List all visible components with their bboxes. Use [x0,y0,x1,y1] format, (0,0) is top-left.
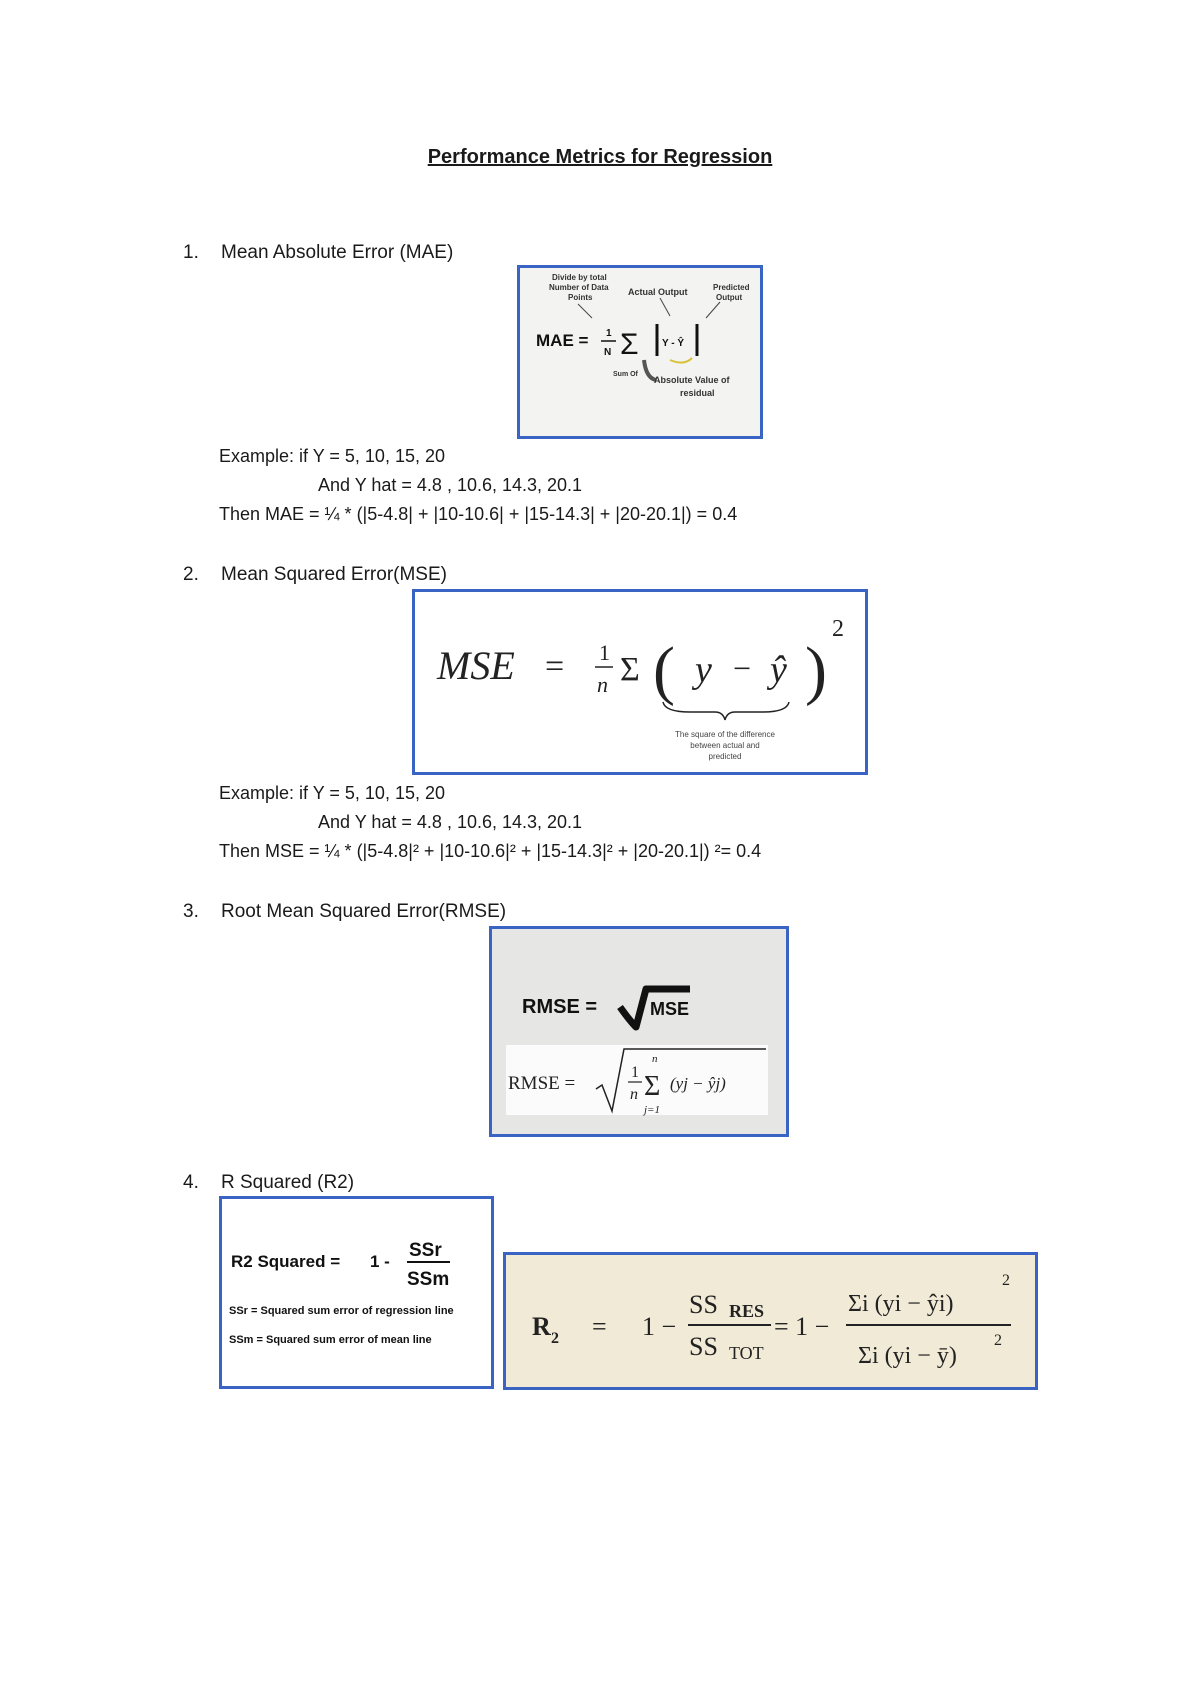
mae-example-line-2: And Y hat = 4.8 , 10.6, 14.3, 20.1 [318,475,583,495]
predicted-label-1: Predicted [713,283,750,292]
r2-ss-res: SS [689,1290,718,1319]
abs-value-label-1: Absolute Value of [654,375,730,385]
section-heading-r2 [183,1172,683,1198]
r2-num-power: 2 [1002,1272,1010,1289]
r2-def-ssm: SSm = Squared sum error of mean line [229,1334,432,1346]
rmse-formula-figure [489,926,789,1137]
mse-y: y [695,649,712,691]
mse-frac-num: 1 [599,640,610,665]
abs-value-label-2: residual [680,388,715,398]
r2-definition-figure [219,1196,494,1389]
mse-note-3: predicted [708,752,742,761]
section-heading-rmse [183,901,683,927]
r2-right-lhs-sub: 2 [551,1330,559,1347]
r2-res-sub: RES [729,1301,765,1321]
mse-note-1: The square of the difference [675,730,775,739]
section-heading-mse [183,564,683,590]
rmse-lower: j=1 [644,1104,660,1116]
mae-frac-num: 1 [606,328,612,339]
section-number: 4. [183,1172,199,1193]
section-label: Mean Absolute Error (MAE) [221,242,454,263]
mse-equals: = [545,648,565,685]
mse-paren-close: ) [805,634,827,707]
mae-lhs: MAE = [536,331,589,350]
mse-power: 2 [832,616,844,642]
mse-frac-den: n [597,672,608,697]
section-number: 1. [183,242,199,263]
mae-frac-den: N [604,347,612,358]
mse-yhat: ŷ [770,649,787,691]
mse-example-line-3: Then MSE = ¼ * (|5-4.8|² + |10-10.6|² + |15-14.3|² + |20-20.1|) ²= 0.4 [219,841,762,861]
rmse-upper: n [652,1053,658,1065]
r2-den-expr: Σi (yi − ȳ) [858,1343,957,1369]
r2-num-expr: Σi (yi − ŷi) [848,1291,954,1317]
mae-example-line-3: Then MAE = ¼ * (|5-4.8| + |10-10.6| + |15-14.3| + |20-20.1|) = 0.4 [219,504,738,524]
mae-sigma: Σ [620,328,639,361]
mse-example-line-1: Example: if Y = 5, 10, 15, 20 [219,783,445,803]
r2-right-eq: = [592,1312,607,1341]
mae-example-line-1: Example: if Y = 5, 10, 15, 20 [219,446,445,466]
section-label: Root Mean Squared Error(RMSE) [221,901,507,922]
r2-den-power: 2 [994,1332,1002,1349]
r2-def-ssr: SSr = Squared sum error of regression line [229,1305,454,1317]
rmse-frac-den: n [630,1086,638,1103]
rmse-frac-num: 1 [631,1064,639,1081]
mae-inner: Y - Ŷ [662,338,685,349]
r2-left-den: SSm [407,1269,450,1290]
arrow-divide [578,304,592,318]
r2-right-one-minus: 1 − [642,1312,677,1341]
predicted-label-2: Output [716,293,743,302]
page-title: Performance Metrics for Regression [427,146,773,168]
r2-left-num: SSr [409,1240,442,1261]
mse-sigma: Σ [620,651,640,688]
r2-tot-sub: TOT [729,1343,764,1363]
r2-left-lhs: R2 Squared = [231,1252,341,1271]
divide-label-1: Divide by total [552,273,607,282]
mse-note-2: between actual and [690,741,760,750]
divide-label-2: Number of Data [549,283,609,292]
sum-of-label: Sum Of [613,371,638,378]
arrow-predicted [706,302,720,318]
mse-paren-open: ( [653,634,675,707]
rmse-bottom-lhs: RMSE = [508,1073,576,1094]
mae-formula-figure [517,265,763,439]
section-number: 2. [183,564,199,585]
rmse-sigma: Σ [644,1071,661,1102]
section-number: 3. [183,901,199,922]
section-label: Mean Squared Error(MSE) [221,564,447,585]
rmse-term: (yj − ŷj) [670,1074,726,1093]
mse-underbrace [663,702,789,720]
section-label: R Squared (R2) [221,1172,355,1193]
rmse-top-radicand: MSE [650,999,690,1019]
r2-formula-figure [503,1252,1038,1390]
r2-left-one-minus: 1 - [370,1252,390,1271]
r2-eq2: = 1 − [774,1312,830,1341]
mse-formula-figure [412,589,868,775]
r2-ss-tot: SS [689,1332,718,1361]
r2-right-lhs: R [532,1312,551,1341]
arrow-actual [660,298,670,316]
divide-label-3: Points [568,293,593,302]
rmse-top-lhs: RMSE = [522,996,598,1018]
mse-minus: − [733,650,752,686]
mse-example-line-2: And Y hat = 4.8 , 10.6, 14.3, 20.1 [318,812,583,832]
mse-lhs: MSE [437,643,515,688]
actual-output-label: Actual Output [628,287,688,297]
